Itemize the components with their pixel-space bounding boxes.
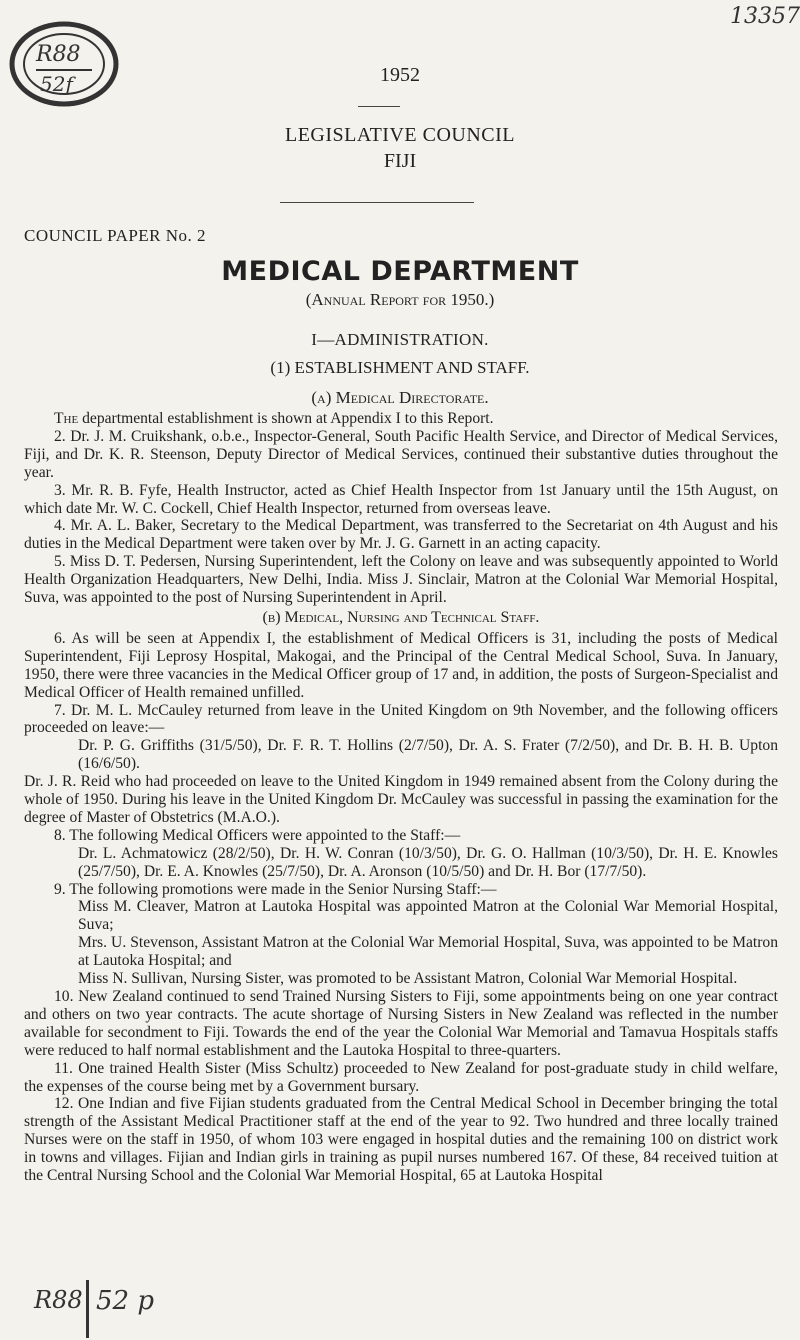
handwritten-shelfmark-left: R88 <box>34 1286 83 1314</box>
paragraph-7-list: Dr. P. G. Griffiths (31/5/50), Dr. F. R. T. Hollins (2/7/50), Dr. A. S. Frater (7/2/50), and Dr. B. H. B. Upton (16/6/50). <box>78 737 778 773</box>
divider-rule <box>280 202 474 203</box>
paragraph-3: 3. Mr. R. B. Fyfe, Health Instructor, acted as Chief Health Inspector from 1st January until the 15th August, on which date Mr. W. C. Cockell, Chief Health Inspector, returned from overseas leave. <box>24 481 778 517</box>
paragraph-4: 4. Mr. A. L. Baker, Secretary to the Medical Department, was transferred to the Secretariat on 4th August and his duties in the Medical Department were taken over by Mr. J. G. Garnett in an acting capacity. <box>24 517 778 553</box>
paragraph-10: 10. New Zealand continued to send Trained Nursing Sisters to Fiji, some appointments being on one year contract and others on two year contracts. The acute shortage of Nursing Sisters in New Zealand was reflected in the number available for secondment to Fiji. Towards the end of the year the Colonial War Memorial and Tamavua Hospitals staffs were reduced to half normal establishment and the Lautoka Hospital to three-quarters. <box>24 988 778 1059</box>
council-heading: LEGISLATIVE COUNCIL <box>284 124 516 146</box>
handwritten-shelfmark-right: 52 p <box>96 1286 154 1316</box>
paragraph-lead: The <box>54 410 79 427</box>
paragraph-1 <box>24 410 778 428</box>
paragraph-9-item-a: Miss M. Cleaver, Matron at Lautoka Hospital was appointed Matron at the Colonial War Memorial Hospital, Suva; <box>78 898 778 934</box>
subsection-heading: (1) ESTABLISHMENT AND STAFF. <box>270 358 530 377</box>
paragraph-11: 11. One trained Health Sister (Miss Schultz) proceeded to New Zealand for post-graduate study in child welfare, the expenses of the course being met by a Government bursary. <box>24 1059 778 1095</box>
subsection-heading-b: (b) Medical, Nursing and Technical Staff. <box>262 608 540 626</box>
document-year: 1952 <box>380 64 420 86</box>
paragraph-7: 7. Dr. M. L. McCauley returned from leave in the United Kingdom on 9th November, and the following officers proceeded on leave:— <box>24 701 778 737</box>
paragraph-8-list: Dr. L. Achmatowicz (28/2/50), Dr. H. W. Conran (10/3/50), Dr. G. O. Hallman (10/3/50), Dr. H. E. Knowles (25/7/50), Dr. E. A. Knowles (25/7/50), Dr. A. Aronson (10/5/50) and Dr. H. Bor (17/7/50). <box>78 844 778 880</box>
council-paper-number: COUNCIL PAPER No. 2 <box>24 226 207 245</box>
paragraph-12: 12. One Indian and five Fijian students graduated from the Central Medical School in December bringing the total strength of the Assistant Medical Practitioner staff at the end of the year to 92. Two hundred and three locally trained Nurses were on the staff in 1950, of whom 103 were engaged in hospital duties and the remaining 100 on district work in towns and villages. Fijian and Indian girls in training as pupil nurses numbered 167. Of these, 84 received tuition at the Central Nursing School and the Colonial War Memorial Hospital, 65 at Lautoka Hospital <box>24 1095 778 1185</box>
handwritten-number: 13357 <box>730 4 800 29</box>
paragraph-7b: Dr. J. R. Reid who had proceeded on leave to the United Kingdom in 1949 remained absent from the Colony during the whole of 1950. During his leave in the United Kingdom Dr. McCauley was successful in passing the examination for the degree of Master of Obstetrics (M.A.O.). <box>24 773 778 826</box>
paragraph-6: 6. As will be seen at Appendix I, the establishment of Medical Officers is 31, including the posts of Medical Superintendent, Fiji Leprosy Hospital, Makogai, and the Principal of the Central Medical School, Suva. In January, 1950, there were three vacancies in the Medical Officer group of 17 and, in addition, the posts of Surgeon-Specialist and Medical Officer of Health remained unfilled. <box>24 629 778 701</box>
stamp-text-top: R88 <box>36 42 81 67</box>
subsection-heading-a: (a) Medical Directorate. <box>311 388 489 407</box>
handwritten-divider <box>86 1280 89 1338</box>
paragraph-9: 9. The following promotions were made in the Senior Nursing Staff:— <box>54 880 497 898</box>
paragraph-2: 2. Dr. J. M. Cruikshank, o.b.e., Inspector-General, South Pacific Health Service, and Director of Medical Services, Fiji, and Dr. K. R. Steenson, Deputy Director of Medical Services, continued their substantive duties throughout the year. <box>24 427 778 481</box>
stamp-text-bottom: 52f <box>40 72 73 96</box>
report-body <box>24 410 778 1185</box>
paragraph-8: 8. The following Medical Officers were appointed to the Staff:— <box>54 826 461 844</box>
page-title: MEDICAL DEPARTMENT <box>221 256 579 287</box>
country-heading: FIJI <box>383 150 417 172</box>
paragraph-1-text: departmental establishment is shown at Appendix I to this Report. <box>78 410 494 427</box>
page-subtitle: (Annual Report for 1950.) <box>305 290 495 309</box>
paragraph-9-item-c: Miss N. Sullivan, Nursing Sister, was promoted to be Assistant Matron, Colonial War Memorial Hospital. <box>78 970 738 988</box>
divider-rule <box>358 106 400 107</box>
paragraph-5: 5. Miss D. T. Pedersen, Nursing Superintendent, left the Colony on leave and was subsequently appointed to World Health Organization Headquarters, New Delhi, India. Miss J. Sinclair, Matron at the Colonial War Memorial Hospital, Suva, was appointed to the post of Nursing Superintendent in April. <box>24 553 778 607</box>
paragraph-9-item-b: Mrs. U. Stevenson, Assistant Matron at the Colonial War Memorial Hospital, Suva, was appointed to be Matron at Lautoka Hospital; and <box>78 934 778 970</box>
section-heading: I—ADMINISTRATION. <box>311 330 489 349</box>
